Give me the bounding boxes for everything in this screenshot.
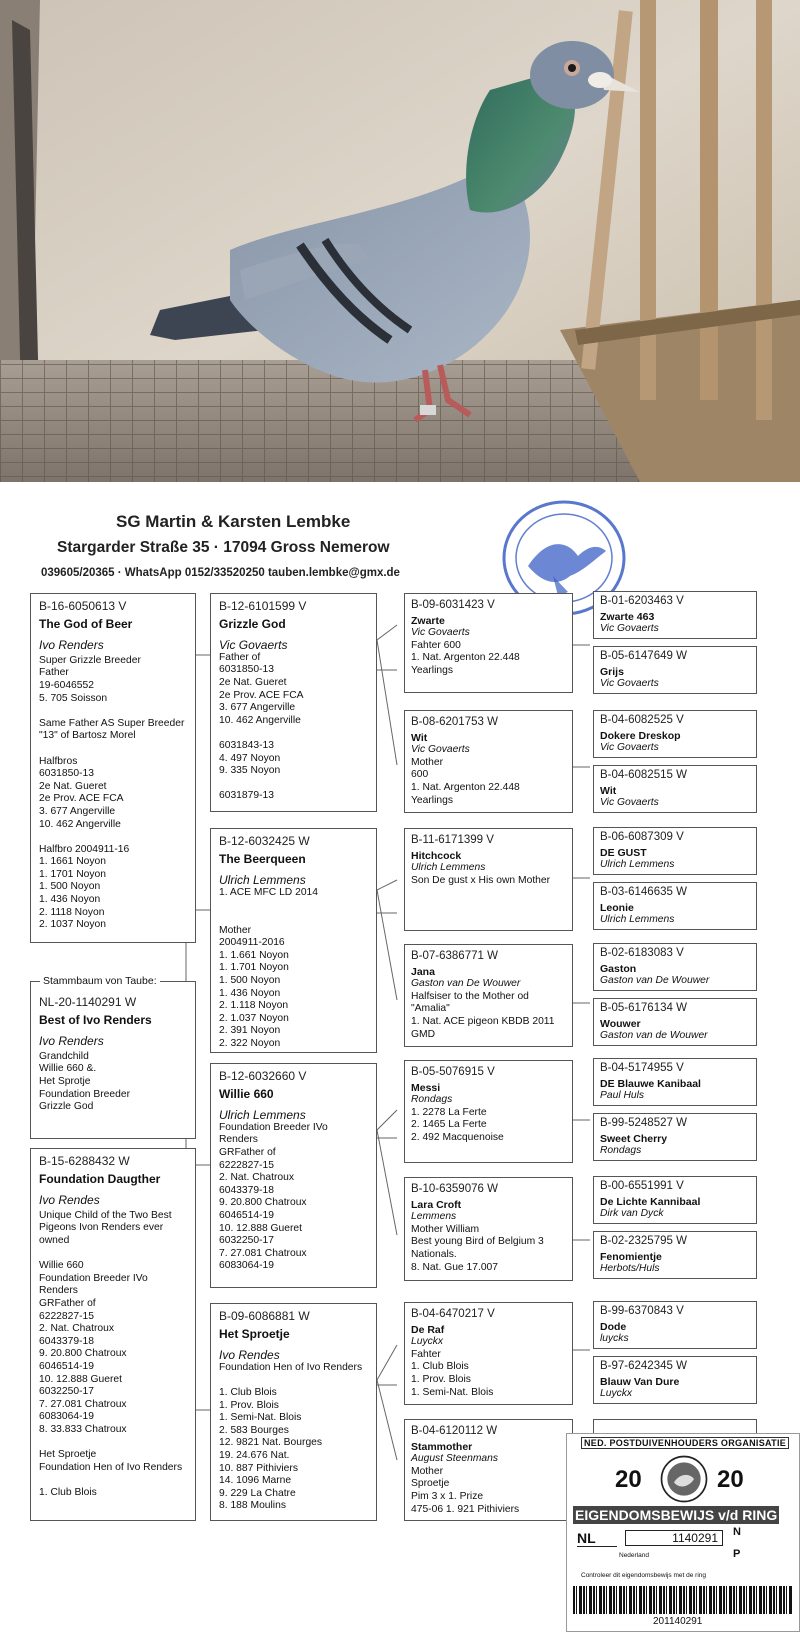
description: Mother William Best young Bird of Belgium 3 Nationals. 8. Nat. Gue 17.007 bbox=[411, 1223, 544, 1273]
description: Foundation Hen of Ivo Renders 1. Club Blois 1. Prov. Blois 1. Semi-Nat. Blois 2. 583 Bourges 12. 9821 Nat. Bourges 19. 24.676 Nat. 10. 887 Pithiviers 14. 1096 Marne 9. 229 La Chatre 8. 188 Moulins bbox=[219, 1361, 363, 1512]
grandparent-card bbox=[404, 1177, 573, 1281]
ancestor-card bbox=[593, 1113, 757, 1161]
grandparent-card bbox=[404, 944, 573, 1047]
ancestor-card bbox=[593, 1176, 757, 1224]
breeder: Ulrich Lemmens bbox=[219, 1108, 306, 1123]
pigeon-name: Foundation Daugther bbox=[39, 1171, 161, 1186]
pigeon-name: Grizzle God bbox=[219, 616, 286, 631]
breeder: luycks bbox=[600, 1333, 629, 1345]
breeder-contact: 039605/20365 · WhatsApp 0152/33520250 tauben.lembke@gmx.de bbox=[41, 567, 400, 579]
empty-ancestor-card bbox=[593, 1419, 757, 1433]
description: 1. 2278 La Ferte 2. 1465 La Ferte 2. 492 Macquenoise bbox=[411, 1106, 504, 1143]
breeder: Gaston van De Wouwer bbox=[600, 975, 710, 987]
pigeon-name: Zwarte 463 bbox=[600, 610, 655, 623]
breeder: Herbots/Huls bbox=[600, 1263, 660, 1275]
grandparent-card bbox=[404, 1060, 573, 1163]
pigeon-name: Wit bbox=[600, 784, 617, 797]
pigeon-name: Het Sproetje bbox=[219, 1326, 290, 1341]
description: Grandchild Willie 660 &. Het Sprotje Foundation Breeder Grizzle God bbox=[39, 1050, 131, 1113]
ring-number: B-99-5248527 W bbox=[600, 1117, 687, 1129]
breeder: Vic Govaerts bbox=[219, 638, 288, 653]
ring-number: B-09-6031423 V bbox=[411, 599, 495, 611]
card-n-label: N bbox=[733, 1526, 741, 1538]
ring-number: B-12-6032660 V bbox=[219, 1069, 307, 1083]
ring-number: B-05-6176134 W bbox=[600, 1002, 687, 1014]
club-seal-icon bbox=[659, 1454, 709, 1504]
breeder-address: Stargarder Straße 35 · 17094 Gross Nemerow bbox=[57, 539, 390, 556]
card-country: NL bbox=[577, 1530, 617, 1547]
card-org: NED. POSTDUIVENHOUDERS ORGANISATIE bbox=[581, 1437, 789, 1449]
breeder: Ivo Rendes bbox=[39, 1193, 100, 1208]
ring-number: B-00-6551991 V bbox=[600, 1180, 684, 1192]
breeder: Gaston van De Wouwer bbox=[411, 978, 521, 990]
pigeon-name: Stammother bbox=[411, 1440, 473, 1453]
ring-number: B-06-6087309 V bbox=[600, 831, 684, 843]
description: Son De gust x His own Mother bbox=[411, 874, 551, 886]
dam-of-dam-card bbox=[210, 1303, 377, 1521]
ring-number: B-04-6120112 W bbox=[411, 1425, 498, 1437]
pigeon-name: De Lichte Kannibaal bbox=[600, 1195, 701, 1208]
breeder: Paul Huls bbox=[600, 1090, 645, 1102]
sire-of-dam-card bbox=[210, 1063, 377, 1288]
ancestor-card bbox=[593, 943, 757, 991]
breeder: Vic Govaerts bbox=[411, 627, 470, 639]
ring-number: B-05-6147649 W bbox=[600, 650, 687, 662]
pigeon-name: The God of Beer bbox=[39, 616, 133, 631]
breeder: Ulrich Lemmens bbox=[600, 914, 675, 926]
ring-number: B-11-6171399 V bbox=[411, 834, 494, 846]
ring-number: B-15-6288432 W bbox=[39, 1154, 130, 1168]
ring-number: B-12-6101599 V bbox=[219, 599, 307, 613]
grandparent-card bbox=[404, 1302, 573, 1405]
ring-number: B-97-6242345 W bbox=[600, 1360, 687, 1372]
ring-number: B-99-6370843 V bbox=[600, 1305, 684, 1317]
pigeon-name: Wit bbox=[411, 731, 428, 744]
card-year-right: 20 bbox=[717, 1466, 744, 1493]
ancestor-card bbox=[593, 646, 757, 694]
ancestor-card bbox=[593, 1231, 757, 1279]
breeder: Luyckx bbox=[411, 1336, 444, 1348]
grandparent-card bbox=[404, 1419, 573, 1521]
card-barcode-number: 201140291 bbox=[653, 1616, 703, 1627]
breeder: Vic Govaerts bbox=[600, 623, 659, 635]
breeder: Ivo Renders bbox=[39, 638, 104, 653]
grandparent-card bbox=[404, 828, 573, 931]
breeder: Vic Govaerts bbox=[411, 744, 470, 756]
ancestor-card bbox=[593, 1301, 757, 1349]
pigeon-photo bbox=[0, 0, 800, 482]
ancestor-card bbox=[593, 1058, 757, 1106]
pigeon-name: Zwarte bbox=[411, 614, 445, 627]
card-control-text: Controleer dit eigendomsbewijs met de ring bbox=[581, 1572, 707, 1579]
ring-number: B-01-6203463 V bbox=[600, 595, 684, 607]
card-barcode bbox=[573, 1586, 793, 1614]
breeder: Luyckx bbox=[600, 1388, 633, 1400]
breeder: Rondags bbox=[600, 1145, 642, 1157]
pigeon-name: Lara Croft bbox=[411, 1198, 462, 1211]
pigeon-name: Jana bbox=[411, 965, 435, 978]
ancestor-card bbox=[593, 827, 757, 875]
pigeon-name: Gaston bbox=[600, 962, 637, 975]
pigeon-name: DE GUST bbox=[600, 846, 647, 859]
breeder: Vic Govaerts bbox=[600, 742, 659, 754]
subject-bird-card bbox=[30, 981, 196, 1139]
ring-number: NL-20-1140291 W bbox=[39, 995, 137, 1009]
breeder: August Steenmans bbox=[411, 1453, 499, 1465]
description: Halfsiser to the Mother od "Amalia" 1. Nat. ACE pigeon KBDB 2011 GMD bbox=[411, 990, 555, 1040]
card-ring-number: 1140291 bbox=[625, 1530, 723, 1546]
ring-number: B-04-6082525 V bbox=[600, 714, 684, 726]
pigeon-name: Dokere Dreskop bbox=[600, 729, 681, 742]
breeder: Vic Govaerts bbox=[600, 678, 659, 690]
ring-number: B-09-6086881 W bbox=[219, 1309, 310, 1323]
breeder: Ivo Renders bbox=[39, 1034, 104, 1049]
dam-card bbox=[30, 1148, 196, 1521]
card-year-left: 20 bbox=[615, 1466, 642, 1493]
card-land: Nederland bbox=[619, 1552, 649, 1559]
pigeon-name: The Beerqueen bbox=[219, 851, 306, 866]
dam-of-sire-card bbox=[210, 828, 377, 1053]
description: 1. ACE MFC LD 2014 Mother 2004911-2016 1. 1.661 Noyon 1. 1.701 Noyon 1. 500 Noyon 1. 436 Noyon 2. 1.118 Noyon 2. 1.037 Noyon 2. 391 Noyon 2. 322 Noyon bbox=[219, 886, 319, 1049]
description: Father of 6031850-13 2e Nat. Gueret 2e Prov. ACE FCA 3. 677 Angerville 10. 462 Angerville 6031843-13 4. 497 Noyon 9. 335 Noyon 6031879-13 bbox=[219, 651, 304, 802]
breeder: Rondags bbox=[411, 1094, 453, 1106]
pigeon-name: Blauw Van Dure bbox=[600, 1375, 680, 1388]
description: Mother Sproetje Pim 3 x 1. Prize 475-06 1. 921 Pithiviers bbox=[411, 1465, 520, 1515]
ancestor-card bbox=[593, 1356, 757, 1404]
ancestor-card bbox=[593, 882, 757, 930]
ring-ownership-card bbox=[566, 1433, 800, 1632]
pigeon-name: Wouwer bbox=[600, 1017, 641, 1030]
breeder: Lemmens bbox=[411, 1211, 457, 1223]
pigeon-name: Willie 660 bbox=[219, 1086, 274, 1101]
description: Unique Child of the Two Best Pigeons Ivon Renders ever owned Willie 660 Foundation Breeder IVo Renders GRFather of 6222827-15 2. Nat. Chatroux 6043379-18 9. 20.800 Chatroux 6046514-19 10. 12.888 Gueret 6032250-17 7. 27.081 Chatroux 6083064-19 8. 33.833 Chatroux Het Sproetje Foundation Hen of Ivo Renders 1. Club Blois bbox=[39, 1209, 183, 1498]
pigeon-name: Sweet Cherry bbox=[600, 1132, 668, 1145]
pigeon-name: Fenomientje bbox=[600, 1250, 662, 1263]
pigeon-name: Hitchcock bbox=[411, 849, 462, 862]
breeder: Ulrich Lemmens bbox=[600, 859, 675, 871]
ring-number: B-16-6050613 V bbox=[39, 599, 127, 613]
pigeon-name: Dode bbox=[600, 1320, 627, 1333]
ring-number: B-03-6146635 W bbox=[600, 886, 687, 898]
pigeon-name: Grijs bbox=[600, 665, 624, 678]
ancestor-card bbox=[593, 998, 757, 1046]
ring-number: B-04-6470217 V bbox=[411, 1308, 495, 1320]
description: Fahter 600 1. Nat. Argenton 22.448 Yearlings bbox=[411, 639, 520, 676]
ring-number: B-05-5076915 V bbox=[411, 1066, 495, 1078]
description: Mother 600 1. Nat. Argenton 22.448 Yearlings bbox=[411, 756, 520, 806]
ring-number: B-12-6032425 W bbox=[219, 834, 310, 848]
pigeon-name: Leonie bbox=[600, 901, 634, 914]
sire-card bbox=[210, 593, 377, 812]
ring-number: B-07-6386771 W bbox=[411, 950, 498, 962]
breeder: Dirk van Dyck bbox=[600, 1208, 664, 1220]
breeder: Gaston van de Wouwer bbox=[600, 1030, 708, 1042]
description: Foundation Breeder IVo Renders GRFather of 6222827-15 2. Nat. Chatroux 6043379-18 9. 20.800 Chatroux 6046514-19 10. 12.888 Gueret 6032250-17 7. 27.081 Chatroux 6083064-19 bbox=[219, 1121, 328, 1272]
breeder: Vic Govaerts bbox=[600, 797, 659, 809]
pigeon-name: Best of Ivo Renders bbox=[39, 1012, 152, 1027]
ancestor-card bbox=[593, 591, 757, 639]
description: Fahter 1. Club Blois 1. Prov. Blois 1. Semi-Nat. Blois bbox=[411, 1348, 494, 1398]
ring-number: B-02-6183083 V bbox=[600, 947, 684, 959]
stammbaum-label: Stammbaum von Taube: bbox=[40, 975, 160, 987]
grandparent-card bbox=[404, 710, 573, 813]
main-bird-card bbox=[30, 593, 196, 943]
ring-number: B-10-6359076 W bbox=[411, 1183, 498, 1195]
ring-number: B-04-5174955 V bbox=[600, 1062, 684, 1074]
breeder: Ivo Rendes bbox=[219, 1348, 280, 1363]
ring-number: B-02-2325795 W bbox=[600, 1235, 687, 1247]
ancestor-card bbox=[593, 765, 757, 813]
card-p-label: P bbox=[733, 1548, 741, 1560]
pigeon-name: De Raf bbox=[411, 1323, 445, 1336]
ancestor-card bbox=[593, 710, 757, 758]
pigeon-name: Messi bbox=[411, 1081, 441, 1094]
card-title: EIGENDOMSBEWIJS v/d RING bbox=[575, 1507, 778, 1523]
breeder: Ulrich Lemmens bbox=[411, 862, 486, 874]
breeder-name: SG Martin & Karsten Lembke bbox=[116, 512, 351, 531]
description: Super Grizzle Breeder Father 19-6046552 5. 705 Soisson Same Father AS Super Breeder "13" of Bartosz Morel Halfbros 6031850-13 2e Nat. Gueret 2e Prov. ACE FCA 3. 677 Angerville 10. 462 Angerville Halfbro 2004911-16 1. 1661 Noyon 1. 1701 Noyon 1. 500 Noyon 1. 436 Noyon 2. 1118 Noyon 2. 1037 Noyon bbox=[39, 654, 185, 931]
ring-number: B-04-6082515 W bbox=[600, 769, 687, 781]
pigeon-name: DE Blauwe Kanibaal bbox=[600, 1077, 701, 1090]
breeder: Ulrich Lemmens bbox=[219, 873, 306, 888]
grandparent-card bbox=[404, 593, 573, 693]
ring-number: B-08-6201753 W bbox=[411, 716, 498, 728]
